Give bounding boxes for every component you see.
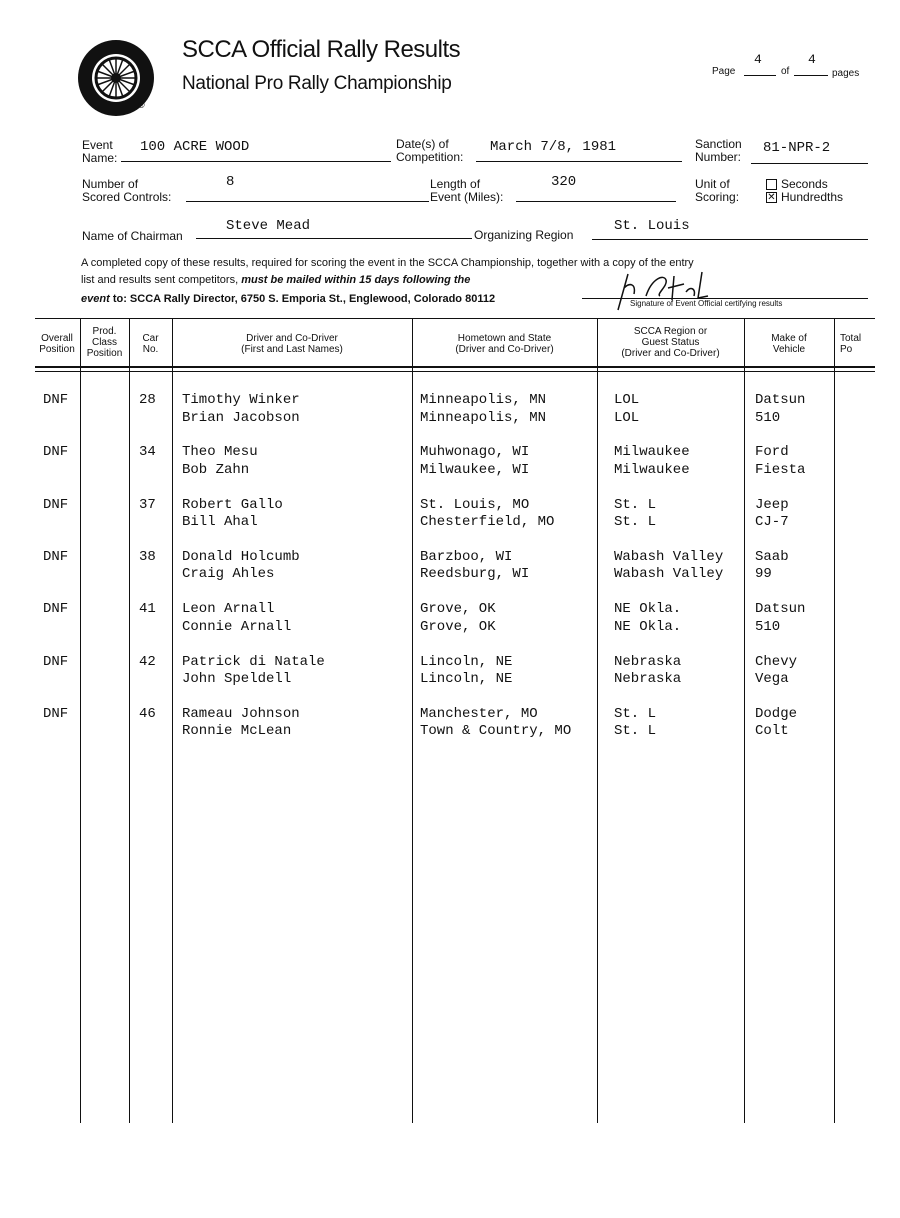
overall-position-cell: DNF [43,496,69,513]
event-name-value: 100 ACRE WOOD [140,139,250,155]
overall-position-cell: DNF [43,705,69,722]
page-number: 4 [754,52,762,67]
region-cell: St. L [614,514,657,531]
hometown-cell: Muhwonago, WI [420,444,530,461]
region-cell: Nebraska [614,653,682,670]
hometown-cell: Barzboo, WI [420,548,513,565]
car-number-cell: 38 [139,548,156,565]
hundredths-option-label: Hundredths [781,190,844,204]
region-cell: NE Okla. [614,618,682,635]
hometown-cell: Minneapolis, MN [420,409,547,426]
car-number-cell: 28 [139,392,156,408]
driver-cell: Bill Ahal [182,514,258,531]
make-cell: 99 [755,566,772,583]
make-cell: Dodge [755,705,798,722]
make-cell: Ford [755,444,789,461]
overall-position-cell: DNF [43,444,69,461]
hometown-cell: Milwaukee, WI [420,461,530,478]
driver-cell: John Speldell [182,671,292,687]
event-name-label: Event Name: [82,138,118,165]
event-length-value: 320 [551,174,577,190]
driver-cell: Theo Mesu [182,444,258,461]
header-hometown: Hometown and State (Driver and Co-Driver) [455,333,554,355]
make-cell: 510 [755,618,781,635]
col-divider [834,318,835,1123]
instructions-line-2: list and results sent competitors, must be mailed within 15 days following the [81,274,471,286]
driver-cell: Patrick di Natale [182,653,325,670]
header-car-number: Car No. [142,333,159,355]
hometown-cell: St. Louis, MO [420,496,530,513]
driver-cell: Rameau Johnson [182,705,300,722]
make-cell: Datsun [755,392,806,408]
driver-cell: Donald Holcumb [182,548,300,565]
competition-dates-label: Date(s) of Competition: [396,137,464,164]
seconds-option-label: Seconds [781,177,828,191]
driver-cell: Robert Gallo [182,496,283,513]
signature-caption: Signature of Event Official certifying results [630,299,783,308]
make-cell: Datsun [755,601,806,618]
overall-position-cell: DNF [43,392,69,408]
car-number-cell: 41 [139,601,156,618]
hometown-cell: Manchester, MO [420,705,538,722]
page-subtitle: National Pro Rally Championship [182,73,452,94]
car-number-cell: 34 [139,444,156,461]
scored-controls-value: 8 [226,174,235,190]
organizing-region-value: St. Louis [614,218,690,234]
driver-cell: Connie Arnall [182,618,292,635]
header-region: SCCA Region or Guest Status (Driver and Co-Driver) [621,326,720,359]
hometown-cell: Chesterfield, MO [420,514,555,531]
driver-cell: Leon Arnall [182,601,275,618]
page-title: SCCA Official Rally Results [182,36,461,63]
hometown-cell: Lincoln, NE [420,671,513,687]
region-cell: St. L [614,705,657,722]
page-total: 4 [808,52,816,67]
hometown-cell: Town & Country, MO [420,723,572,740]
col-divider [80,318,81,1123]
instructions-line-1: A completed copy of these results, required for scoring the event in the SCCA Championship, together with a copy of the entry [81,257,694,269]
chairman-value: Steve Mead [226,218,311,234]
scca-logo [76,38,156,118]
seconds-checkbox[interactable] [766,179,777,190]
sanction-number-label: Sanction Number: [695,137,742,164]
car-number-cell: 46 [139,705,156,722]
col-divider [412,318,413,1123]
hometown-cell: Minneapolis, MN [420,392,547,408]
registered-mark: ® [138,100,145,110]
overall-position-cell: DNF [43,653,69,670]
make-cell: CJ-7 [755,514,789,531]
make-cell: 510 [755,409,781,426]
header-prod-class: Prod. Class Position [86,326,123,359]
instructions-line-3: event to: SCCA Rally Director, 6750 S. Emporia St., Englewood, Colorado 80112 [81,293,496,305]
scored-controls-label: Number of Scored Controls: [82,177,172,204]
car-number-cell: 42 [139,653,156,670]
make-cell: Saab [755,548,789,565]
make-cell: Fiesta [755,461,806,478]
of-label: of [781,66,790,77]
col-divider [129,318,130,1123]
header-overall-position: Overall Position [39,333,75,355]
header-make: Make of Vehicle [771,333,807,355]
make-cell: Colt [755,723,789,740]
driver-cell: Brian Jacobson [182,409,300,426]
competition-dates-value: March 7/8, 1981 [490,139,617,155]
col-divider [597,318,598,1123]
driver-cell: Craig Ahles [182,566,275,583]
header-total: Total Po [840,333,862,355]
event-length-label: Length of Event (Miles): [430,177,504,204]
car-number-cell: 37 [139,496,156,513]
region-cell: LOL [614,409,640,426]
driver-cell: Ronnie McLean [182,723,292,740]
col-divider [744,318,745,1123]
region-cell: Milwaukee [614,444,690,461]
make-cell: Jeep [755,496,789,513]
chairman-label: Name of Chairman [82,229,183,243]
region-cell: Wabash Valley [614,566,724,583]
hometown-cell: Grove, OK [420,601,496,618]
sanction-number-value: 81-NPR-2 [763,140,831,156]
region-cell: LOL [614,392,640,408]
hometown-cell: Reedsburg, WI [420,566,530,583]
region-cell: St. L [614,496,657,513]
overall-position-cell: DNF [43,548,69,565]
region-cell: NE Okla. [614,601,682,618]
table-header-rule [35,366,875,368]
hundredths-checkbox[interactable]: ✕ [767,192,776,203]
hometown-cell: Lincoln, NE [420,653,513,670]
driver-cell: Bob Zahn [182,461,250,478]
driver-cell: Timothy Winker [182,392,300,408]
organizing-region-label: Organizing Region [474,228,574,242]
region-cell: Wabash Valley [614,548,724,565]
table-top-rule [35,318,875,319]
overall-position-cell: DNF [43,601,69,618]
col-divider [172,318,173,1123]
hometown-cell: Grove, OK [420,618,496,635]
header-driver: Driver and Co-Driver (First and Last Names) [241,333,343,355]
region-cell: St. L [614,723,657,740]
make-cell: Vega [755,671,789,687]
region-cell: Nebraska [614,671,682,687]
page-label: Page [712,66,736,77]
region-cell: Milwaukee [614,461,690,478]
unit-of-scoring-label: Unit of Scoring: [695,177,740,204]
pages-label: pages [832,68,860,79]
make-cell: Chevy [755,653,798,670]
